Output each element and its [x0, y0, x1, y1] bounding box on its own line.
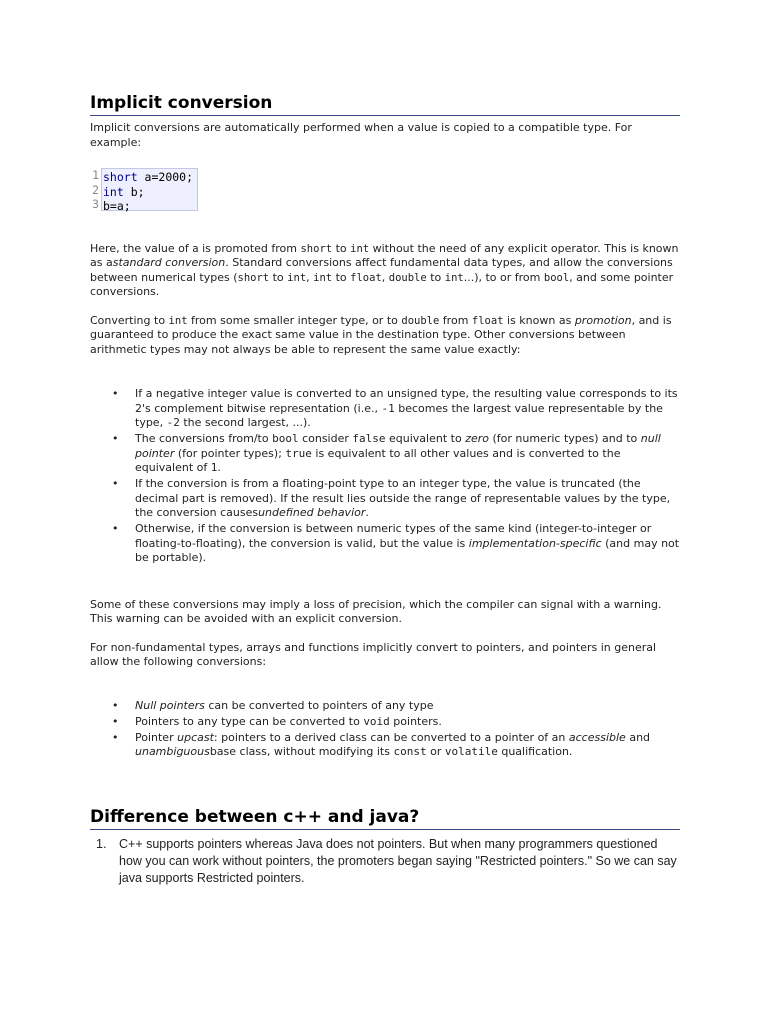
- paragraph-promotion: Converting to int from some smaller integer type, or to double from float is known as promotion, and is guaranteed to produce the exact same value in the destination type. Other conversions between arithmetic types may not always be able to represent the same value exactly:: [90, 313, 672, 356]
- list-item: • If the conversion is from a floating-point type to an integer type, the value is truncated (the decimal part is removed). If the result lies outside the range of representable values by the type, the conversion causesundefined behavior.: [90, 477, 680, 521]
- list-item: • Null pointers can be converted to pointers of any type: [90, 699, 680, 714]
- code-keyword: short: [103, 170, 138, 184]
- list-item: • Otherwise, if the conversion is between numeric types of the same kind (integer-to-integer or floating-to-floating), the conversion is valid, but the value is implementation-specific (and may not be portable).: [90, 522, 680, 566]
- list-item: • Pointers to any type can be converted to void pointers.: [90, 715, 680, 730]
- code-line: [103, 199, 195, 214]
- document-page: [90, 92, 680, 887]
- line-number: 2: [92, 182, 99, 197]
- section-title-cpp-vs-java: Difference between c++ and java?: [90, 806, 680, 830]
- differences-list: [90, 836, 680, 887]
- list-item-text: C++ supports pointers whereas Java does not pointers. But when many programmers questioned how you can work without pointers, the promoters began saying "Restricted pointers." So we can say java supports Restricted pointers.: [119, 836, 677, 885]
- intro-paragraph: Implicit conversions are automatically performed when a value is copied to a compatible type. For example:: [90, 121, 632, 149]
- section-title-implicit-conversion: Implicit conversion: [90, 92, 680, 116]
- list-item-number: 1.: [96, 836, 107, 851]
- code-example: [90, 168, 680, 212]
- code-keyword: int: [103, 184, 124, 199]
- line-number: 1: [92, 168, 99, 182]
- code-text: b=a;: [103, 199, 131, 213]
- paragraph-standard-conversion: Here, the value of a is promoted from short to int without the need of any explicit operator. This is known as astandard conversion. Standard conversions affect fundamental data types, and allow the conversions between numerical types (short to int, int to float, double to int...), to or from bool, and some pointer conversions.: [90, 241, 679, 298]
- code-line-numbers: [89, 168, 101, 212]
- code-block: [101, 168, 198, 211]
- list-item: • The conversions from/to bool consider false equivalent to zero (for numeric types) and to null pointer (for pointer types); true is equivalent to all other values and is converted to the equivalent of 1.: [90, 432, 680, 476]
- list-item: [90, 836, 680, 887]
- paragraph-loss-of-precision: Some of these conversions may imply a loss of precision, which the compiler can signal with a warning. This warning can be avoided with an explicit conversion.: [90, 597, 662, 625]
- code-line: [103, 185, 195, 200]
- code-text: b;: [123, 184, 145, 199]
- conversion-rules-list: [90, 387, 680, 566]
- code-text: a=2000;: [137, 170, 194, 184]
- list-item: • If a negative integer value is converted to an unsigned type, the resulting value corresponds to its 2's complement bitwise representation (i.e., -1 becomes the largest value representable by the type, -2 the second largest, ...).: [90, 387, 680, 431]
- list-item: • Pointer upcast: pointers to a derived class can be converted to a pointer of an accessible and unambiguousbase class, without modifying its const or volatile qualification.: [90, 731, 680, 760]
- line-number: 3: [92, 197, 99, 211]
- paragraph-non-fundamental-types: For non-fundamental types, arrays and functions implicitly convert to pointers, and pointers in general allow the following conversions:: [90, 640, 657, 668]
- code-line: [103, 170, 195, 185]
- pointer-conversions-list: [90, 699, 680, 760]
